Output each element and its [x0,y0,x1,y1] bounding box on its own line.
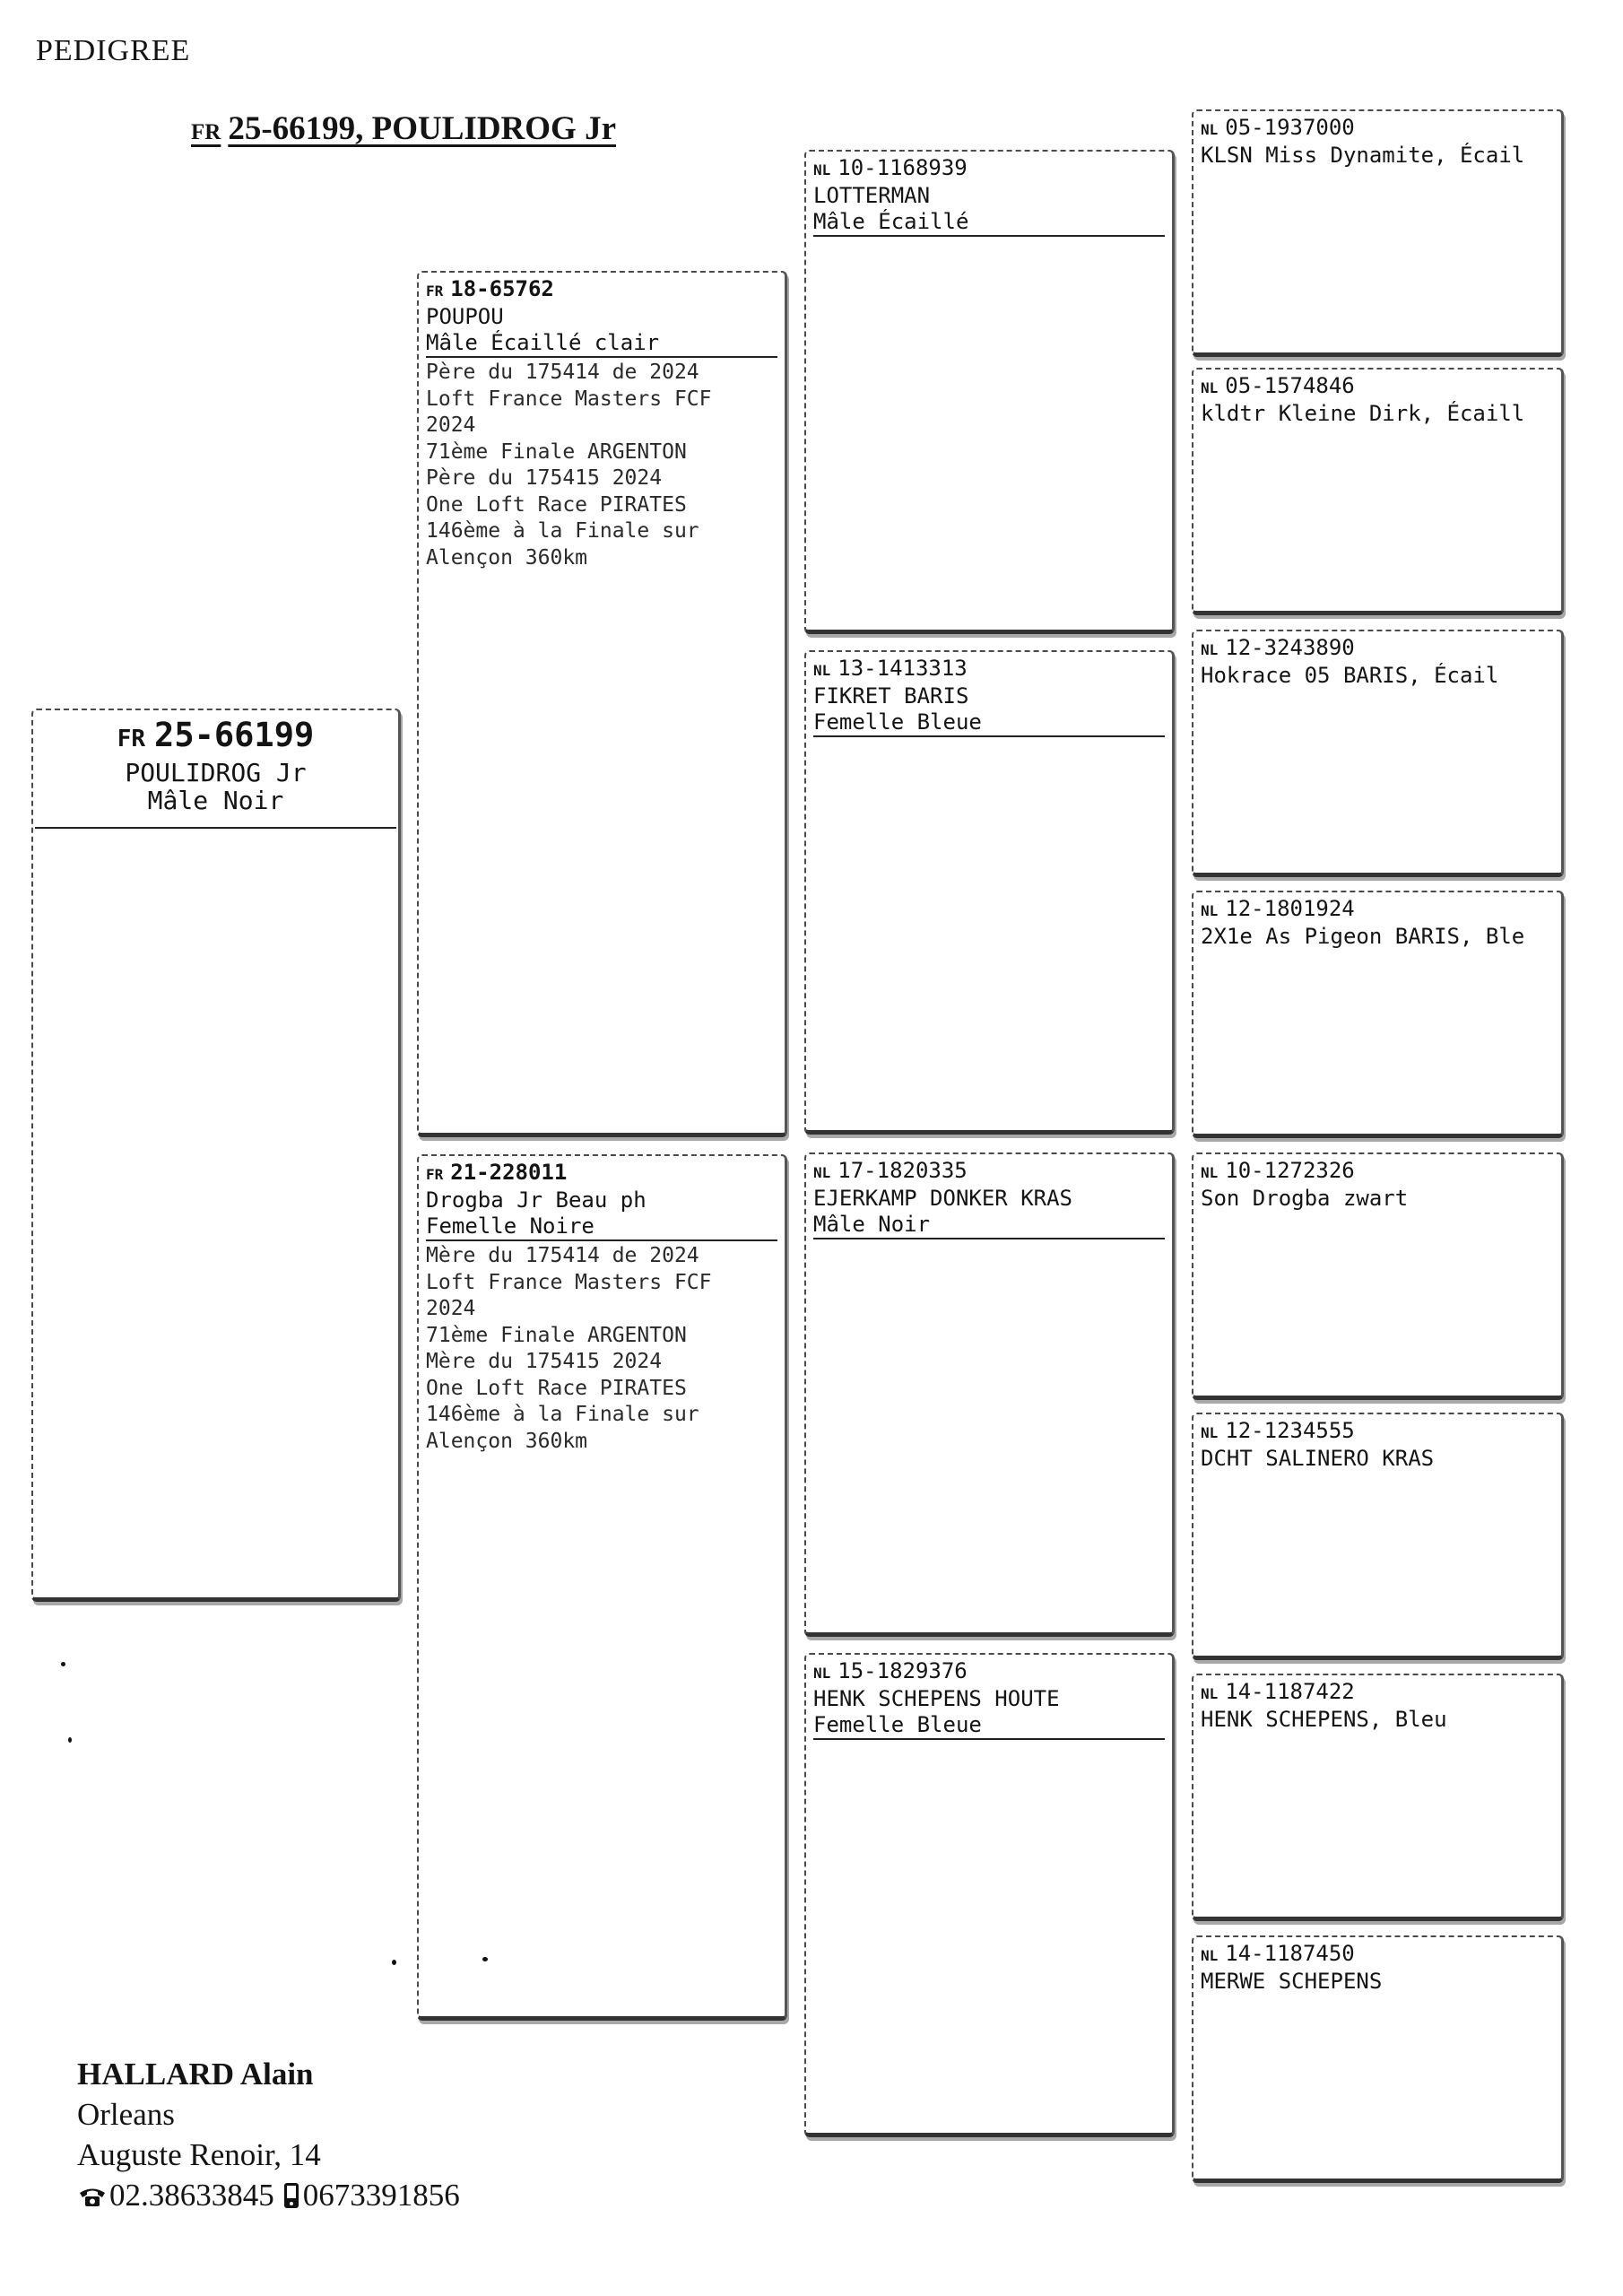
ring-number: 17-1820335 [838,1158,968,1183]
ring-number: 15-1829376 [838,1658,968,1683]
sire-note: 2024 [426,413,476,437]
sire-notes [426,360,777,571]
ring-number: 05-1574846 [1225,373,1355,398]
pigeon-description: Femelle Bleue [813,1712,982,1737]
sire-note: 146ème à la Finale sur [426,519,699,543]
subject-description: Mâle Noir [147,787,284,814]
country-code: NL [1201,1164,1219,1181]
sire-note: 71ème Finale ARGENTON [426,439,687,464]
dam-note: Mère du 175414 de 2024 [426,1244,699,1267]
pigeon-name: 2X1e As Pigeon BARIS, Ble [1201,924,1525,949]
subject-country-code: FR [117,726,146,752]
ring-number: 12-1234555 [1225,1418,1355,1443]
great-grandparent-card [1192,1935,1564,2183]
dam-name: Drogba Jr Beau ph [426,1187,647,1213]
country-code: NL [813,1665,831,1682]
dam-note: Alençon 360km [426,1429,588,1453]
country-code: NL [1201,641,1219,658]
mobile-phone-icon [283,2179,299,2219]
owner-block [77,2054,460,2219]
sire-note: Alençon 360km [426,545,588,570]
pigeon-name: DCHT SALINERO KRAS [1201,1446,1435,1471]
header-title-text: 25-66199, POULIDROG Jr [228,110,617,147]
sire-country-code: FR [426,283,444,300]
subject-name: POULIDROG Jr [125,759,307,787]
dam-note: 2024 [426,1297,476,1320]
subject-ring-number: 25-66199 [154,716,315,754]
dam-note: Loft France Masters FCF [426,1270,712,1294]
great-grandparent-card [1192,891,1564,1138]
dam-notes [426,1243,777,1455]
page-title: PEDIGREE [36,34,191,67]
great-grandparent-card [1192,109,1564,357]
sire-card [417,271,787,1137]
pigeon-description: Mâle Écaillé [813,209,969,234]
ring-number: 10-1168939 [838,155,968,180]
country-code: NL [1201,1947,1219,1964]
pigeon-name: Son Drogba zwart [1201,1186,1409,1211]
dam-country-code: FR [426,1166,444,1183]
pigeon-name: FIKRET BARIS [813,683,969,709]
country-code: NL [1201,121,1219,138]
pigeon-name: EJERKAMP DONKER KRAS [813,1186,1072,1211]
owner-name: HALLARD Alain [77,2057,314,2092]
sire-ring-number: 18-65762 [450,276,554,301]
pigeon-name: HENK SCHEPENS, Bleu [1201,1707,1447,1732]
country-code: NL [813,161,831,178]
ring-number: 12-1801924 [1225,896,1355,921]
pigeon-name: KLSN Miss Dynamite, Écail [1201,143,1525,168]
great-grandparent-card [1192,1413,1564,1660]
country-code: NL [1201,1685,1219,1702]
ring-number: 14-1187422 [1225,1679,1355,1704]
pedigree-header [191,109,616,148]
sire-name: POUPOU [426,304,504,329]
sire-note: One Loft Race PIRATES [426,492,687,517]
pigeon-name: MERWE SCHEPENS [1201,1969,1383,1994]
scan-speck [482,1957,488,1961]
grandparent-card [804,1152,1175,1637]
country-code: NL [813,1164,831,1181]
dam-note: 71ème Finale ARGENTON [426,1323,687,1347]
country-code: NL [1201,902,1219,919]
great-grandparent-card [1192,1152,1564,1400]
ring-number: 10-1272326 [1225,1158,1355,1183]
subject-card-header [35,716,396,829]
dam-note: One Loft Race PIRATES [426,1376,687,1400]
dam-note: 146ème à la Finale sur [426,1403,699,1426]
pigeon-name: Hokrace 05 BARIS, Écail [1201,663,1499,688]
pigeon-description: Mâle Noir [813,1212,931,1237]
ring-number: 12-3243890 [1225,635,1355,660]
subject-card [31,709,401,1602]
dam-ring-number: 21-228011 [450,1160,568,1185]
grandparent-card [804,150,1175,634]
scan-speck [392,1960,396,1965]
owner-contact [77,2175,460,2219]
ring-number: 13-1413313 [838,656,968,681]
pigeon-name: LOTTERMAN [813,183,931,208]
sire-description: Mâle Écaillé clair [426,330,660,355]
dam-description: Femelle Noire [426,1213,595,1239]
scan-speck [68,1737,72,1743]
owner-mobile: 0673391856 [302,2178,460,2213]
great-grandparent-card [1192,630,1564,877]
great-grandparent-card [1192,368,1564,615]
country-code: NL [1201,1424,1219,1441]
country-code: NL [813,662,831,679]
scan-speck [61,1662,65,1666]
sire-note: Loft France Masters FCF [426,387,712,411]
phone-icon [77,2178,108,2218]
dam-card [417,1154,787,2021]
ring-number: 05-1937000 [1225,115,1355,140]
pigeon-name: kldtr Kleine Dirk, Écaill [1201,401,1525,426]
country-code: NL [1201,379,1219,396]
ring-number: 14-1187450 [1225,1941,1355,1966]
pigeon-name: HENK SCHEPENS HOUTE [813,1686,1060,1711]
owner-phone: 02.38633845 [109,2178,274,2213]
pigeon-description: Femelle Bleue [813,709,982,735]
grandparent-card [804,650,1175,1135]
dam-note: Mère du 175415 2024 [426,1350,663,1373]
sire-note: Père du 175415 2024 [426,466,663,490]
owner-street: Auguste Renoir, 14 [77,2137,321,2172]
owner-city: Orleans [77,2097,175,2132]
great-grandparent-card [1192,1674,1564,1921]
sire-note: Père du 175414 de 2024 [426,361,699,384]
header-country-code: FR [191,120,221,144]
grandparent-card [804,1653,1175,2137]
